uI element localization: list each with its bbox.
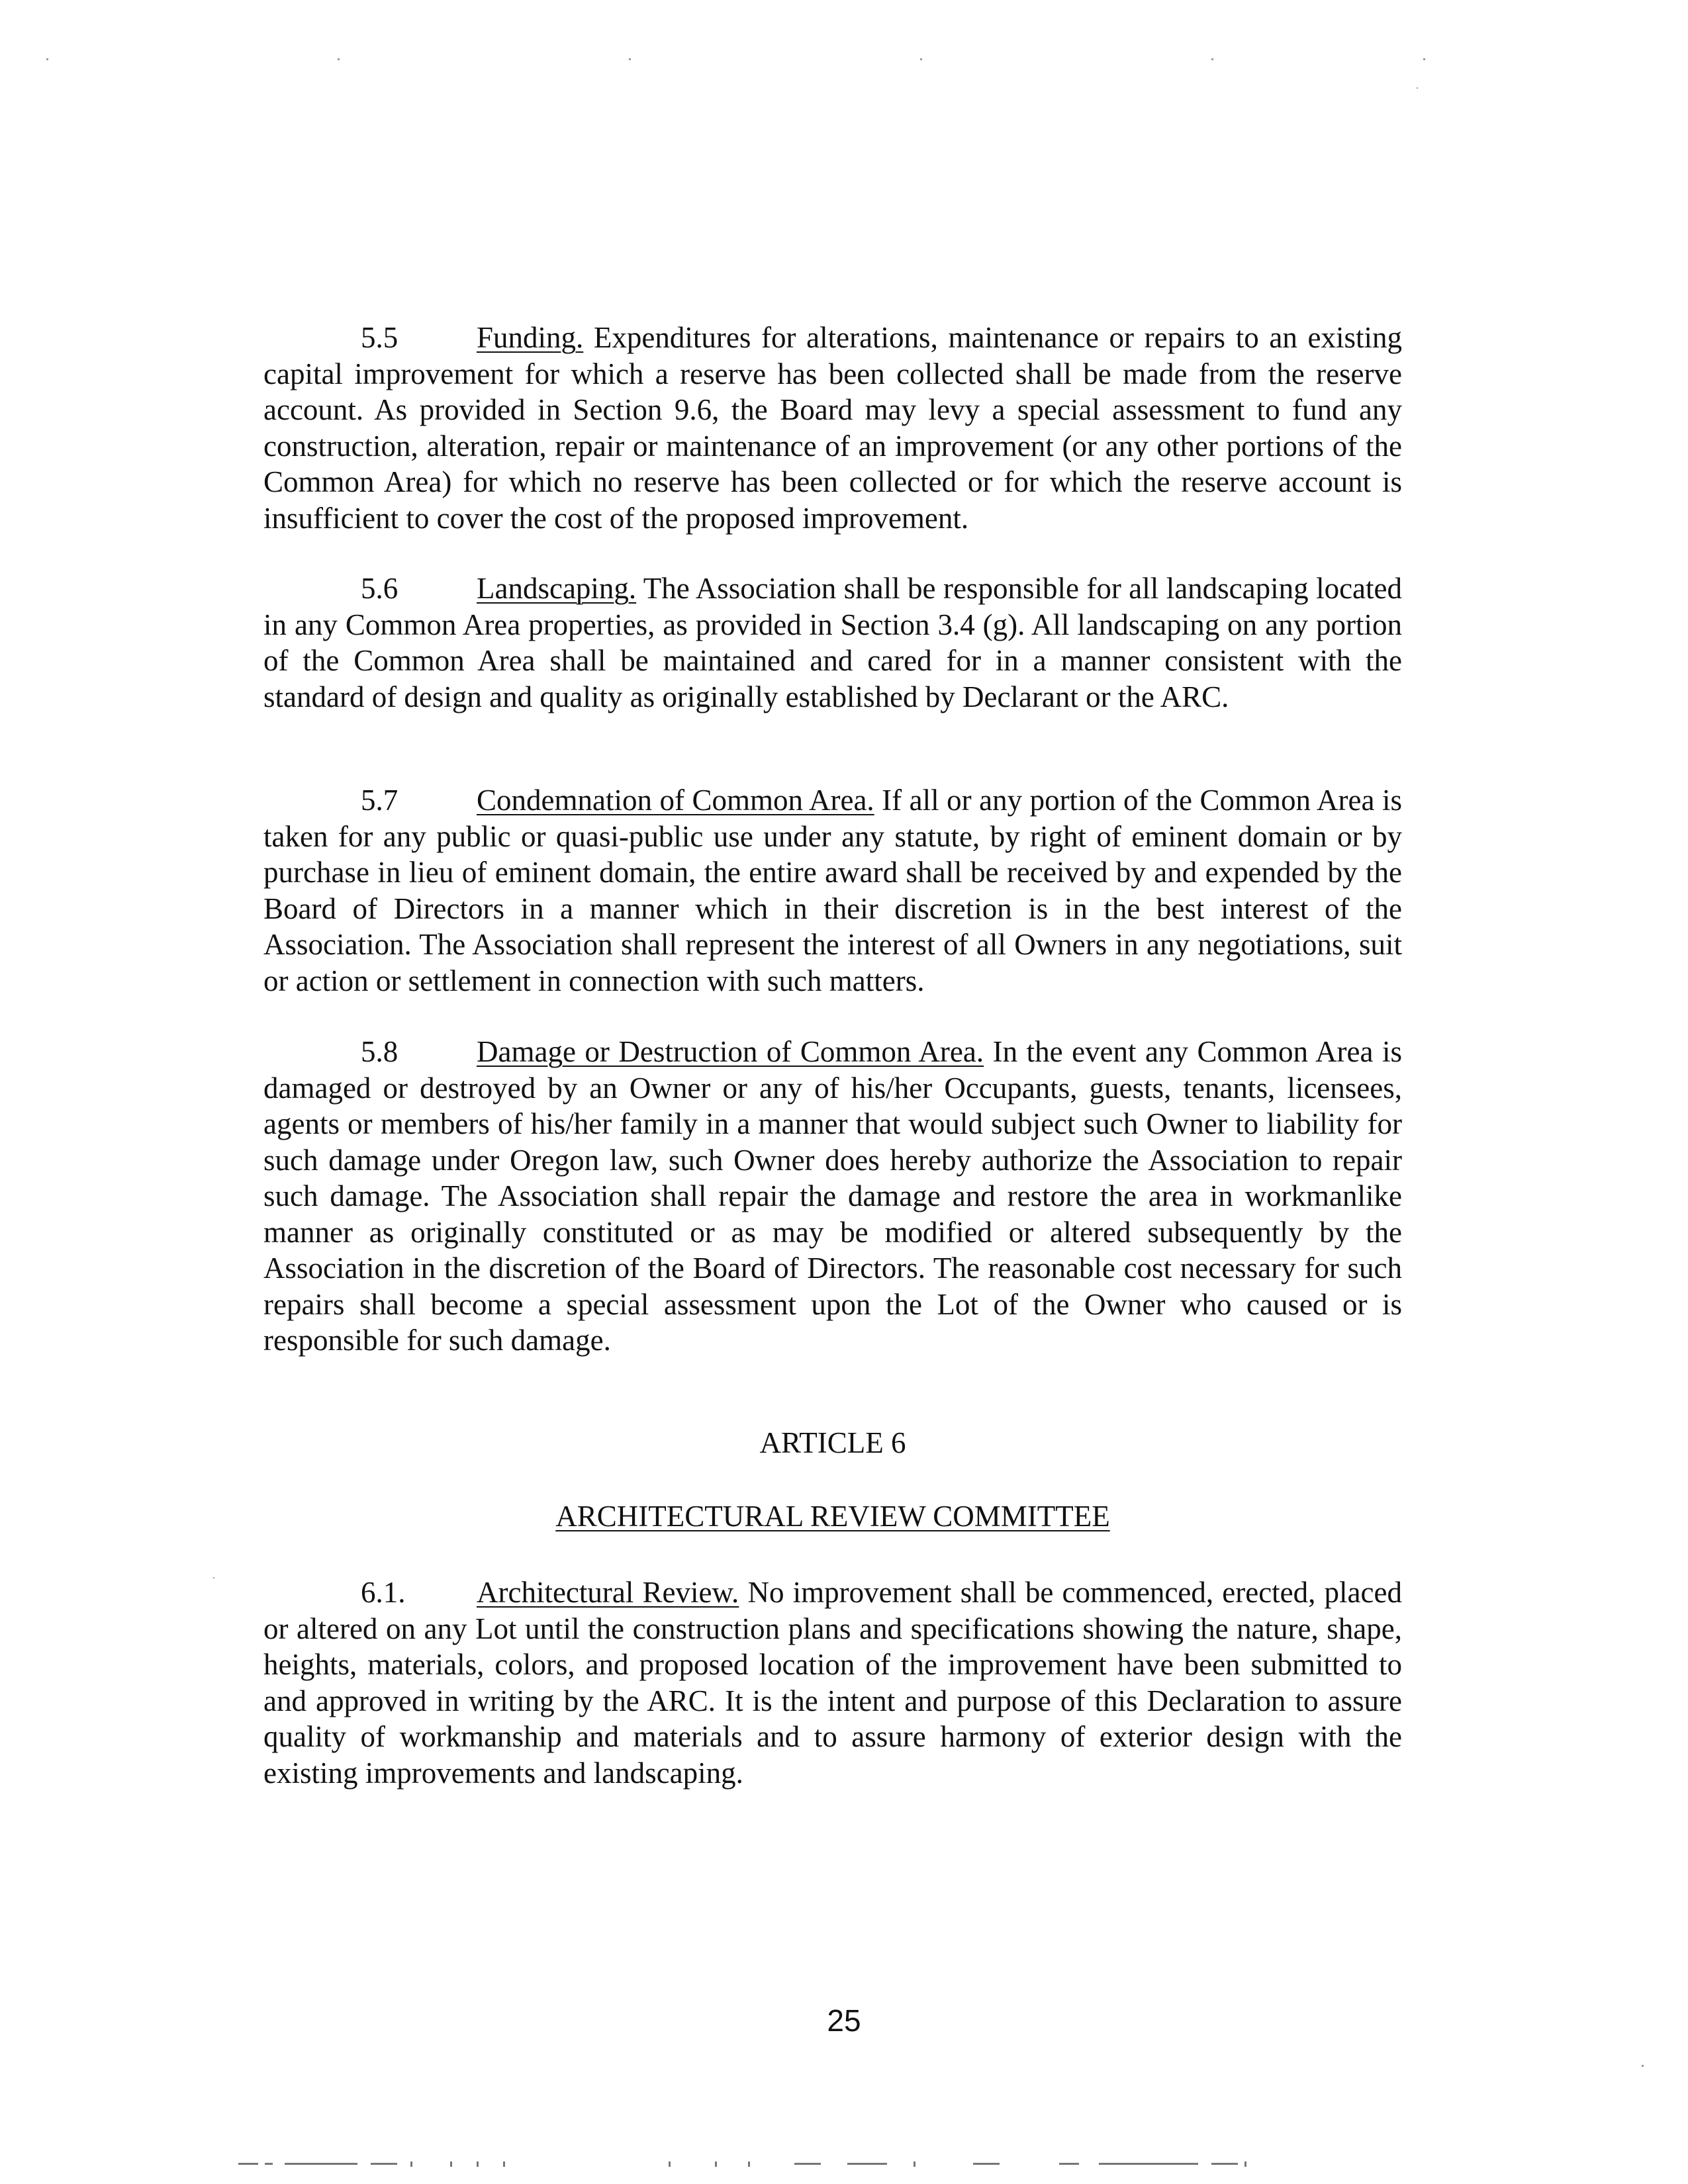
- section-body: No improvement shall be commenced, erected, placed or altered on any Lot until the construction plans and specifications showing the nature, shape, heights, materials, colors, and proposed location of the improvement have been submitted to and approved in writing by the ARC. It is the intent and purpose of this Declaration to assure quality of workmanship and materials and to assure harmony of exterior design with the existing improvements and landscaping.: [263, 1576, 1402, 1790]
- article-title: ARCHITECTURAL REVIEW COMMITTEE: [555, 1500, 1110, 1533]
- section-title: Architectural Review.: [477, 1576, 739, 1609]
- section-body: If all or any portion of the Common Area is taken for any public or quasi-public use under any statute, by right of eminent domain or by purchase in lieu of eminent domain, the entire award shall be received by and expended by the Board of Directors in a manner which in their discretion is in the best interest of the Association. The Association shall represent the interest of all Owners in any negotiations, suit or action or settlement in connection with such matters.: [263, 784, 1402, 997]
- page-number: 25: [827, 2003, 861, 2038]
- section-number: 5.5: [361, 321, 399, 354]
- section-5-6: [263, 570, 1402, 715]
- section-title: Landscaping.: [477, 572, 637, 605]
- section-number: 5.6: [361, 572, 399, 605]
- section-5-8: [263, 1034, 1402, 1359]
- section-title: Condemnation of Common Area.: [477, 784, 874, 817]
- section-number: 6.1.: [361, 1576, 406, 1609]
- section-5-7: [263, 782, 1402, 999]
- section-number: 5.8: [361, 1035, 399, 1068]
- section-number: 5.7: [361, 784, 399, 817]
- section-body: Expenditures for alterations, maintenance or repairs to an existing capital improvement for which a reserve has been collected shall be made from the reserve account. As provided in Section 9.6, the Board may levy a special assessment to fund any construction, alteration, repair or maintenance of an improvement (or any other portions of the Common Area) for which no reserve has been collected or for which the reserve account is insufficient to cover the cost of the proposed improvement.: [263, 321, 1402, 535]
- section-6-1: [263, 1574, 1402, 1791]
- section-5-5: [263, 320, 1402, 536]
- section-title: Funding.: [477, 321, 584, 354]
- section-title: Damage or Destruction of Common Area.: [477, 1035, 984, 1068]
- section-body: The Association shall be responsible for all landscaping located in any Common Area properties, as provided in Section 3.4 (g). All landscaping on any portion of the Common Area shall be maintained and cared for in a manner consistent with the standard of design and quality as originally established by Declarant or the ARC.: [263, 572, 1402, 713]
- section-body: In the event any Common Area is damaged or destroyed by an Owner or any of his/her Occupants, guests, tenants, licensees, agents or members of his/her family in a manner that would subject such Owner to liability for such damage under Oregon law, such Owner does hereby authorize the Association to repair such damage. The Association shall repair the damage and restore the area in workmanlike manner as originally constituted or as may be modified or altered subsequently by the Association in the discretion of the Board of Directors. The reasonable cost necessary for such repairs shall become a special assessment upon the Lot of the Owner who caused or is responsible for such damage.: [263, 1035, 1402, 1357]
- article-heading: ARTICLE 6: [759, 1426, 906, 1459]
